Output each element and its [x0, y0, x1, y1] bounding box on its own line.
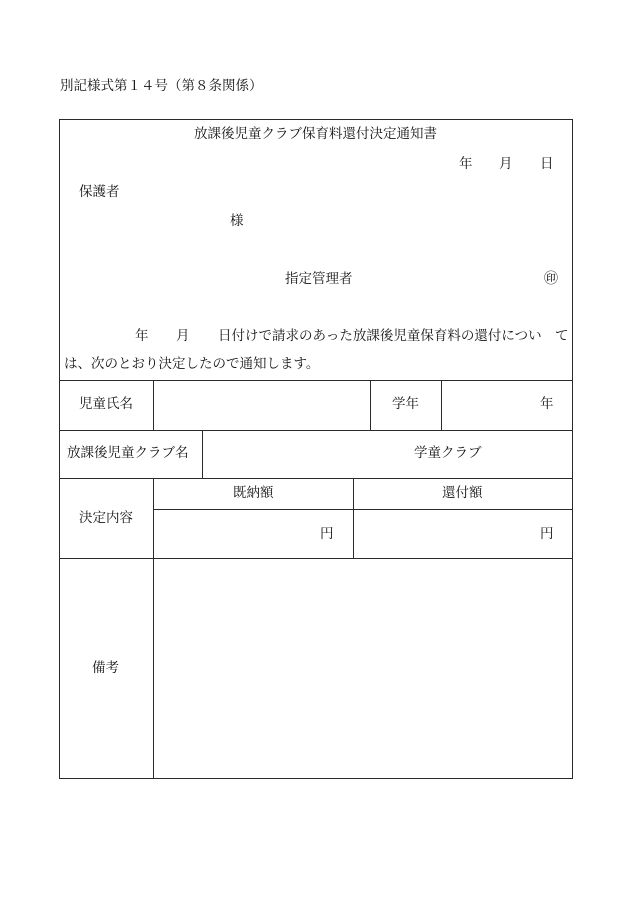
row-divider-4 — [59, 558, 573, 559]
club-name-col-divider — [202, 430, 203, 478]
label-col-divider-lower — [153, 478, 154, 779]
grade-label-divider-left — [370, 380, 371, 430]
body-year: 年 — [135, 328, 149, 344]
body-line1: 日付けで請求のあった放課後児童保育料の還付につい — [218, 328, 542, 344]
form-caption: 別記様式第１４号（第８条関係） — [60, 78, 263, 94]
grade-label: 学年 — [392, 396, 419, 412]
honorific-sama: 様 — [230, 213, 244, 229]
child-name-col-divider — [153, 380, 154, 430]
refund-amount-header: 還付額 — [442, 485, 483, 501]
decision-label: 決定内容 — [79, 510, 133, 526]
row-divider-1 — [59, 380, 573, 381]
grade-label-divider-right — [441, 380, 442, 430]
manager-label: 指定管理者 — [285, 271, 353, 287]
seal-mark: ㊞ — [544, 271, 558, 287]
club-name-label: 放課後児童クラブ名 — [67, 445, 189, 461]
paid-amount-unit: 円 — [320, 526, 334, 542]
remarks-label: 備考 — [92, 660, 119, 676]
document-title: 放課後児童クラブ保育料還付決定通知書 — [194, 126, 437, 142]
grade-unit: 年 — [540, 396, 554, 412]
guardian-label: 保護者 — [79, 184, 120, 200]
date-month: 月 — [499, 156, 513, 172]
paid-amount-header: 既納額 — [233, 485, 274, 501]
club-suffix: 学童クラブ — [414, 445, 482, 461]
date-year: 年 — [459, 156, 473, 172]
body-line1-tail: て — [555, 328, 569, 344]
amount-header-divider — [153, 509, 573, 510]
body-month: 月 — [176, 328, 190, 344]
amount-col-divider — [353, 478, 354, 558]
row-divider-2 — [59, 430, 573, 431]
child-name-label: 児童氏名 — [79, 396, 133, 412]
row-divider-3 — [59, 478, 573, 479]
refund-amount-unit: 円 — [540, 526, 554, 542]
date-day: 日 — [540, 156, 554, 172]
body-line2: は、次のとおり決定したので通知します。 — [64, 356, 320, 372]
